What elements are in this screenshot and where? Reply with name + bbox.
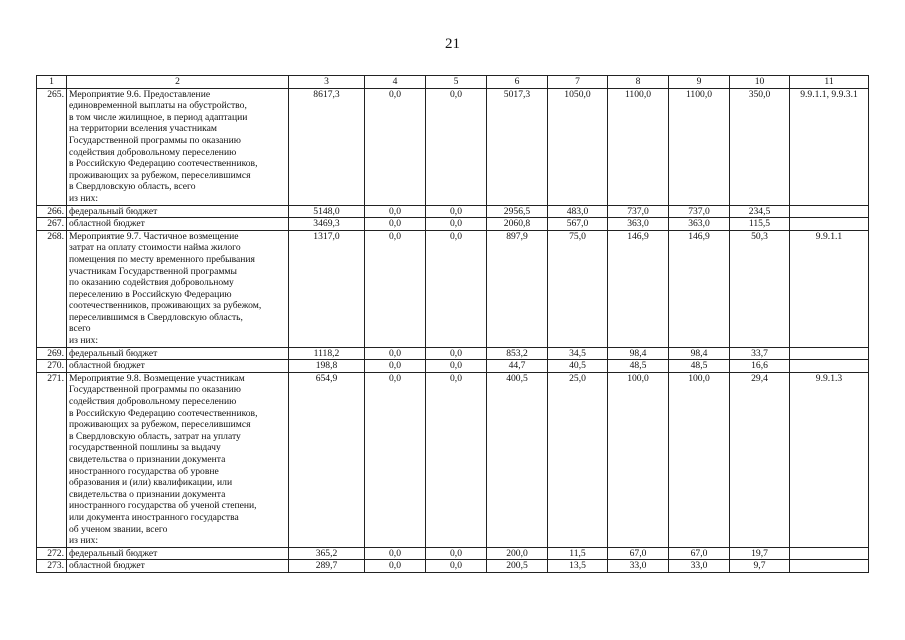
cell-col-6: 5017,3 xyxy=(487,88,548,205)
row-description: областной бюджет xyxy=(67,218,289,231)
table-row xyxy=(37,560,869,573)
cell-target-ref: 9.9.1.1 xyxy=(790,230,869,347)
cell-col-4: 0,0 xyxy=(365,547,426,560)
table-row xyxy=(37,547,869,560)
table-row xyxy=(37,360,869,373)
cell-total: 3469,3 xyxy=(289,218,365,231)
row-description: федеральный бюджет xyxy=(67,547,289,560)
table-row xyxy=(37,230,869,347)
cell-total: 1118,2 xyxy=(289,347,365,360)
row-number: 267. xyxy=(37,218,67,231)
cell-col-4: 0,0 xyxy=(365,205,426,218)
cell-col-9: 33,0 xyxy=(669,560,730,573)
cell-col-4: 0,0 xyxy=(365,88,426,205)
cell-col-10: 350,0 xyxy=(730,88,790,205)
cell-col-10: 16,6 xyxy=(730,360,790,373)
cell-col-10: 50,3 xyxy=(730,230,790,347)
cell-col-6: 44,7 xyxy=(487,360,548,373)
cell-total: 5148,0 xyxy=(289,205,365,218)
cell-col-5: 0,0 xyxy=(426,347,487,360)
cell-col-7: 34,5 xyxy=(548,347,608,360)
cell-target-ref: 9.9.1.3 xyxy=(790,372,869,547)
cell-col-7: 567,0 xyxy=(548,218,608,231)
cell-col-6: 400,5 xyxy=(487,372,548,547)
cell-col-10: 29,4 xyxy=(730,372,790,547)
table-row xyxy=(37,372,869,547)
cell-col-7: 40,5 xyxy=(548,360,608,373)
header-cell: 11 xyxy=(790,76,869,89)
cell-col-7: 483,0 xyxy=(548,205,608,218)
cell-total: 289,7 xyxy=(289,560,365,573)
table-body xyxy=(37,88,869,572)
cell-target-ref xyxy=(790,547,869,560)
row-description: Мероприятие 9.8. Возмещение участникам Государственной программы по оказанию содействия добровольному переселению в Российскую Федерацию соотечественников, проживающих за рубежом, переселившимся в Свердловскую область, затрат на уплату государственной пошлины за выдачу свидетельства о признании документа иностранного государства об уровне образования и (или) квалификации, или свидетельства о признании документа иностранного государства об ученой степени, или документа иностранного государства об ученом звании, всего из них: xyxy=(67,372,289,547)
cell-target-ref xyxy=(790,347,869,360)
cell-col-8: 737,0 xyxy=(608,205,669,218)
cell-total: 365,2 xyxy=(289,547,365,560)
header-cell: 6 xyxy=(487,76,548,89)
header-cell: 4 xyxy=(365,76,426,89)
table-row xyxy=(37,347,869,360)
cell-col-6: 200,5 xyxy=(487,560,548,573)
row-number: 271. xyxy=(37,372,67,547)
cell-col-9: 146,9 xyxy=(669,230,730,347)
row-number: 269. xyxy=(37,347,67,360)
cell-col-6: 853,2 xyxy=(487,347,548,360)
cell-col-5: 0,0 xyxy=(426,88,487,205)
table-row xyxy=(37,205,869,218)
row-number: 265. xyxy=(37,88,67,205)
cell-col-5: 0,0 xyxy=(426,230,487,347)
cell-target-ref xyxy=(790,205,869,218)
table-row xyxy=(37,218,869,231)
cell-col-5: 0,0 xyxy=(426,560,487,573)
cell-col-9: 48,5 xyxy=(669,360,730,373)
cell-col-4: 0,0 xyxy=(365,360,426,373)
cell-col-4: 0,0 xyxy=(365,560,426,573)
cell-col-9: 67,0 xyxy=(669,547,730,560)
cell-col-5: 0,0 xyxy=(426,218,487,231)
table-header xyxy=(37,76,869,89)
header-cell: 10 xyxy=(730,76,790,89)
cell-total: 1317,0 xyxy=(289,230,365,347)
cell-col-9: 1100,0 xyxy=(669,88,730,205)
cell-col-9: 363,0 xyxy=(669,218,730,231)
cell-col-7: 75,0 xyxy=(548,230,608,347)
header-row xyxy=(37,76,869,89)
row-description: областной бюджет xyxy=(67,360,289,373)
cell-col-6: 897,9 xyxy=(487,230,548,347)
cell-col-8: 67,0 xyxy=(608,547,669,560)
cell-col-8: 363,0 xyxy=(608,218,669,231)
row-number: 272. xyxy=(37,547,67,560)
table-row xyxy=(37,88,869,205)
cell-col-6: 200,0 xyxy=(487,547,548,560)
header-cell: 8 xyxy=(608,76,669,89)
cell-total: 654,9 xyxy=(289,372,365,547)
cell-col-4: 0,0 xyxy=(365,372,426,547)
cell-col-8: 146,9 xyxy=(608,230,669,347)
cell-col-10: 33,7 xyxy=(730,347,790,360)
cell-target-ref xyxy=(790,360,869,373)
cell-col-8: 100,0 xyxy=(608,372,669,547)
cell-col-5: 0,0 xyxy=(426,205,487,218)
header-cell: 3 xyxy=(289,76,365,89)
row-description: Мероприятие 9.7. Частичное возмещение затрат на оплату стоимости найма жилого помещения по месту временного пребывания участникам Государственной программы по оказанию содействия добровольному переселению в Российскую Федерацию соотечественников, проживающих за рубежом, переселившимся в Свердловскую область, всего из них: xyxy=(67,230,289,347)
header-cell: 7 xyxy=(548,76,608,89)
cell-target-ref xyxy=(790,218,869,231)
cell-col-9: 98,4 xyxy=(669,347,730,360)
cell-col-8: 48,5 xyxy=(608,360,669,373)
cell-target-ref xyxy=(790,560,869,573)
cell-total: 8617,3 xyxy=(289,88,365,205)
cell-col-7: 1050,0 xyxy=(548,88,608,205)
row-description: Мероприятие 9.6. Предоставление единовременной выплаты на обустройство, в том числе жилищное, в период адаптации на территории вселения участникам Государственной программы по оказанию содействия добровольному переселению в Российскую Федерацию соотечественников, проживающих за рубежом, переселившимся в Свердловскую область, всего из них: xyxy=(67,88,289,205)
row-description: федеральный бюджет xyxy=(67,205,289,218)
cell-total: 198,8 xyxy=(289,360,365,373)
cell-col-10: 19,7 xyxy=(730,547,790,560)
cell-col-8: 98,4 xyxy=(608,347,669,360)
cell-col-8: 33,0 xyxy=(608,560,669,573)
cell-col-5: 0,0 xyxy=(426,360,487,373)
cell-col-10: 9,7 xyxy=(730,560,790,573)
cell-target-ref: 9.9.1.1, 9.9.3.1 xyxy=(790,88,869,205)
cell-col-9: 737,0 xyxy=(669,205,730,218)
cell-col-10: 234,5 xyxy=(730,205,790,218)
cell-col-6: 2060,8 xyxy=(487,218,548,231)
cell-col-8: 1100,0 xyxy=(608,88,669,205)
cell-col-6: 2956,5 xyxy=(487,205,548,218)
cell-col-7: 13,5 xyxy=(548,560,608,573)
cell-col-5: 0,0 xyxy=(426,372,487,547)
row-number: 266. xyxy=(37,205,67,218)
row-description: областной бюджет xyxy=(67,560,289,573)
row-description: федеральный бюджет xyxy=(67,347,289,360)
header-cell: 2 xyxy=(67,76,289,89)
cell-col-9: 100,0 xyxy=(669,372,730,547)
header-cell: 5 xyxy=(426,76,487,89)
cell-col-4: 0,0 xyxy=(365,347,426,360)
row-number: 268. xyxy=(37,230,67,347)
row-number: 270. xyxy=(37,360,67,373)
budget-table xyxy=(36,75,869,573)
row-number: 273. xyxy=(37,560,67,573)
cell-col-5: 0,0 xyxy=(426,547,487,560)
header-cell: 1 xyxy=(37,76,67,89)
header-cell: 9 xyxy=(669,76,730,89)
cell-col-7: 11,5 xyxy=(548,547,608,560)
page-number: 21 xyxy=(445,36,460,52)
cell-col-7: 25,0 xyxy=(548,372,608,547)
cell-col-4: 0,0 xyxy=(365,218,426,231)
cell-col-10: 115,5 xyxy=(730,218,790,231)
cell-col-4: 0,0 xyxy=(365,230,426,347)
